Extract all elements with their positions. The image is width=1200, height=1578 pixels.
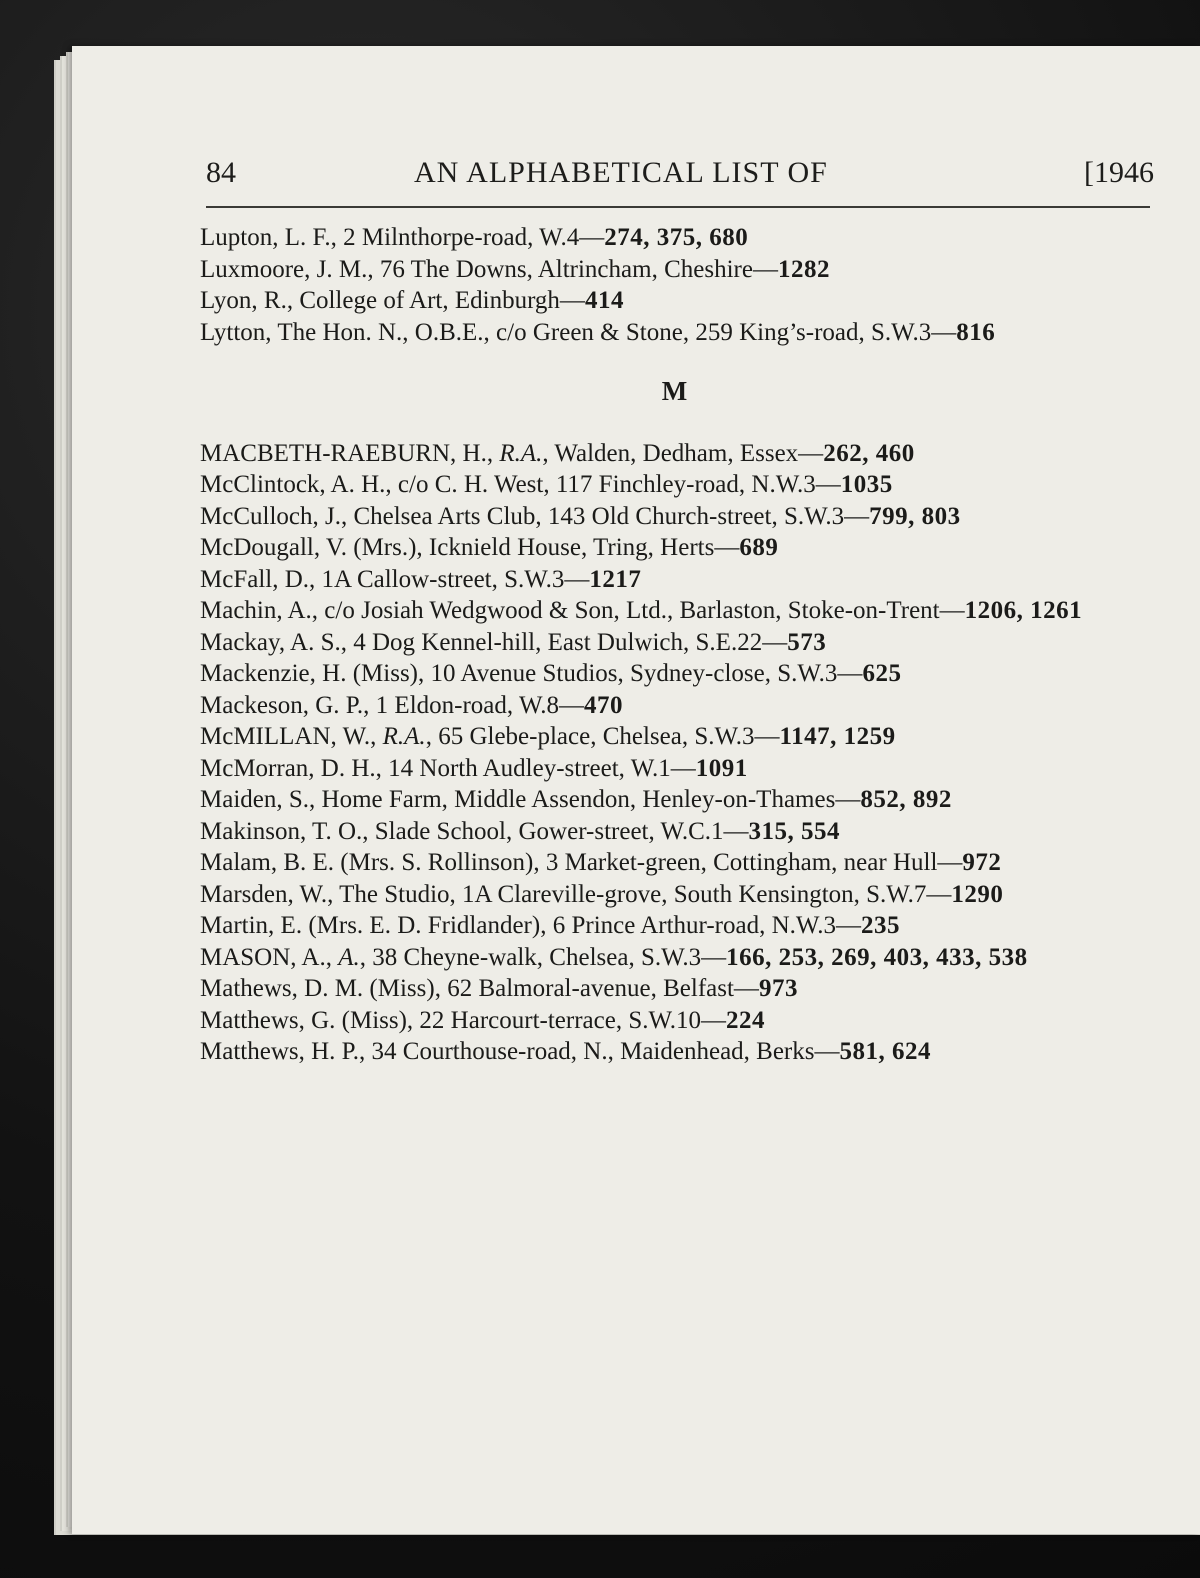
list-entry bbox=[200, 254, 1150, 286]
entry-text: Matthews, G. (Miss), 22 Harcourt-terrace, S.W.10— bbox=[200, 1006, 727, 1034]
entry-text: McMorran, D. H., 14 North Audley-street, W.1— bbox=[200, 754, 696, 782]
entry-refs: 816 bbox=[956, 318, 996, 346]
entry-refs: 799, 803 bbox=[869, 502, 961, 530]
entry-text: , Walden, Dedham, Essex— bbox=[542, 439, 824, 467]
entries-group-l bbox=[200, 222, 1150, 348]
entry-refs: 1217 bbox=[589, 565, 642, 593]
entry-text: Lytton, The Hon. N., O.B.E., c/o Green & Stone, 259 King’s-road, S.W.3— bbox=[200, 318, 957, 346]
entry-refs: 573 bbox=[787, 628, 827, 656]
entry-honour: R.A. bbox=[382, 723, 426, 750]
entry-refs: 414 bbox=[584, 287, 624, 314]
list-entry bbox=[200, 879, 1150, 911]
list-entry bbox=[200, 222, 1150, 254]
entry-text: McDougall, V. (Mrs.), Icknield House, Tring, Herts— bbox=[200, 534, 740, 561]
entry-honour: R.A. bbox=[499, 439, 543, 467]
list-entry bbox=[200, 721, 1150, 753]
entry-text: Malam, B. E. (Mrs. S. Rollinson), 3 Market-green, Cottingham, near Hull— bbox=[200, 849, 963, 876]
entry-text: McClintock, A. H., c/o C. H. West, 117 Finchley-road, N.W.3— bbox=[200, 471, 841, 498]
entry-text: Martin, E. (Mrs. E. D. Fridlander), 6 Prince Arthur-road, N.W.3— bbox=[200, 912, 861, 939]
entry-refs: 1091 bbox=[695, 754, 748, 782]
entry-refs: 625 bbox=[862, 660, 902, 687]
entry-text: Makinson, T. O., Slade School, Gower-street, W.C.1— bbox=[200, 817, 749, 845]
entry-text: Maiden, S., Home Farm, Middle Assendon, Henley-on-Thames— bbox=[200, 786, 861, 813]
list-entry bbox=[200, 816, 1150, 848]
entry-text: Mackeson, G. P., 1 Eldon-road, W.8— bbox=[200, 691, 584, 719]
entry-list bbox=[200, 222, 1150, 1068]
entry-text: Mackay, A. S., 4 Dog Kennel-hill, East Dulwich, S.E.22— bbox=[200, 628, 788, 656]
list-entry bbox=[200, 973, 1150, 1005]
entry-text: McCulloch, J., Chelsea Arts Club, 143 Old Church-street, S.W.3— bbox=[200, 502, 870, 530]
header-rule bbox=[206, 206, 1150, 208]
entry-refs: 470 bbox=[584, 691, 623, 719]
entry-refs: 1147, 1259 bbox=[779, 723, 896, 750]
entry-text: Mackenzie, H. (Miss), 10 Avenue Studios, Sydney-close, S.W.3— bbox=[200, 660, 863, 687]
list-entry bbox=[200, 317, 1150, 349]
entry-refs: 315, 554 bbox=[748, 817, 841, 845]
entry-refs: 689 bbox=[739, 534, 779, 561]
entry-text: Matthews, H. P., 34 Courthouse-road, N., Maidenhead, Berks— bbox=[200, 1038, 840, 1065]
entry-refs: 235 bbox=[860, 912, 900, 939]
section-letter: M bbox=[661, 376, 689, 406]
entry-text: , 38 Cheyne-walk, Chelsea, S.W.3— bbox=[359, 943, 727, 971]
entry-text: Marsden, W., The Studio, 1A Clareville-grove, South Kensington, S.W.7— bbox=[200, 880, 952, 908]
list-entry bbox=[200, 942, 1150, 974]
list-entry bbox=[200, 753, 1150, 785]
list-entry bbox=[200, 595, 1150, 627]
entry-text: Luxmoore, J. M., 76 The Downs, Altrincham, Cheshire— bbox=[200, 255, 778, 283]
entry-refs: 1290 bbox=[951, 880, 1004, 908]
list-entry bbox=[200, 910, 1150, 942]
list-entry bbox=[200, 564, 1150, 596]
list-entry bbox=[200, 285, 1150, 317]
entry-text: Mathews, D. M. (Miss), 62 Balmoral-avenue, Belfast— bbox=[200, 975, 759, 1002]
entry-refs: 262, 460 bbox=[823, 439, 915, 467]
entry-text: Lyon, R., College of Art, Edinburgh— bbox=[200, 287, 585, 314]
entry-text: Machin, A., c/o Josiah Wedgwood & Son, Ltd., Barlaston, Stoke-on-Trent— bbox=[200, 597, 965, 624]
entry-text: , 65 Glebe-place, Chelsea, S.W.3— bbox=[425, 723, 780, 750]
page-title: AN ALPHABETICAL LIST OF bbox=[414, 156, 828, 189]
entry-refs: 973 bbox=[758, 975, 798, 1002]
entry-refs: 166, 253, 269, 403, 433, 538 bbox=[726, 943, 1028, 971]
list-entry bbox=[200, 658, 1150, 690]
list-entry bbox=[200, 847, 1150, 879]
entries-group-m bbox=[200, 438, 1150, 1068]
running-head bbox=[206, 150, 1154, 200]
entry-text: MACBETH-RAEBURN, H., bbox=[200, 439, 500, 467]
entry-honour: A. bbox=[338, 943, 360, 971]
list-entry bbox=[200, 627, 1150, 659]
entry-refs: 1206, 1261 bbox=[964, 597, 1083, 624]
entry-refs: 1282 bbox=[777, 255, 830, 283]
running-year: [1946 bbox=[1084, 156, 1154, 189]
list-entry bbox=[200, 1005, 1150, 1037]
page-number: 84 bbox=[206, 156, 236, 189]
entry-text: McFall, D., 1A Callow-street, S.W.3— bbox=[200, 565, 590, 593]
list-entry bbox=[200, 469, 1150, 501]
entry-text: McMILLAN, W., bbox=[200, 723, 383, 750]
entry-refs: 274, 375, 680 bbox=[604, 224, 749, 251]
list-entry bbox=[200, 784, 1150, 816]
entry-refs: 581, 624 bbox=[839, 1038, 931, 1065]
list-entry bbox=[200, 438, 1150, 470]
list-entry bbox=[200, 532, 1150, 564]
entry-refs: 1035 bbox=[840, 471, 893, 498]
entry-refs: 224 bbox=[726, 1006, 766, 1034]
entry-text: MASON, A., bbox=[200, 943, 339, 971]
list-entry bbox=[200, 1036, 1150, 1068]
entry-refs: 972 bbox=[962, 849, 1002, 876]
list-entry bbox=[200, 501, 1150, 533]
entry-refs: 852, 892 bbox=[860, 786, 952, 813]
list-entry bbox=[200, 690, 1150, 722]
entry-text: Lupton, L. F., 2 Milnthorpe-road, W.4— bbox=[200, 224, 605, 251]
